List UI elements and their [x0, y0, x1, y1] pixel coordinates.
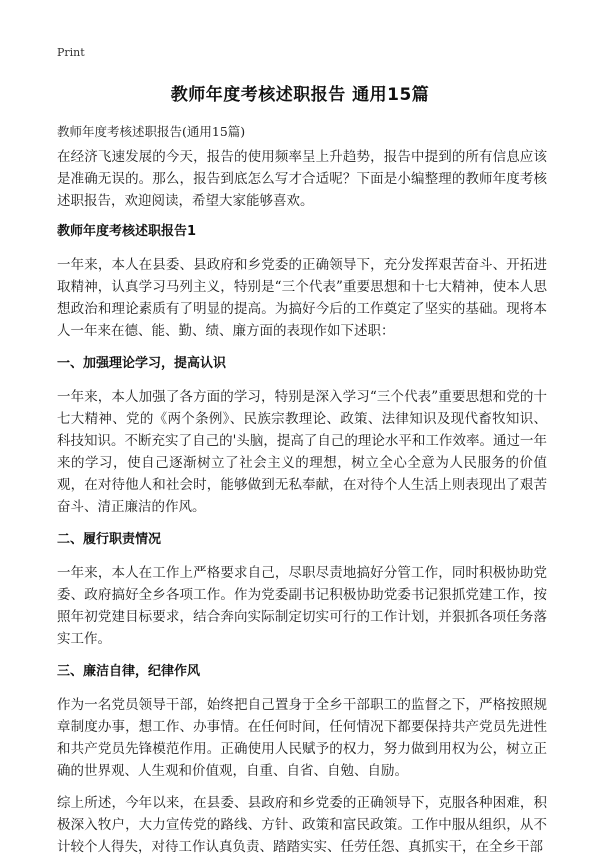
print-label: Print — [57, 46, 85, 59]
integrity-paragraph: 作为一名党员领导干部，始终把自己置身于全乡干部职工的监督之下，严格按照规章制度办事，想工作、办事情。在任何时间，任何情况下都要保持共产党员先进性和共产党员先锋模范作用。正确使用人民赋予的权力，努力做到用权为公，树立正确的世界观、人生观和价值观，自重、自省、自勉、自励。 — [57, 697, 547, 779]
page-subtitle: 教师年度考核述职报告(通用15篇) — [57, 124, 246, 139]
study-paragraph: 一年来，本人加强了各方面的学习，特别是深入学习“三个代表”重要思想和党的十七大精神、党的《两个条例》、民族宗教理论、政策、法律知识及现代畜牧知识、科技知识。不断充实了自己的'头脑，提高了自己的理论水平和工作效率。通过一年来的学习，使自己逐渐树立了社会主义的理想，树立全心全意为人民服务的价值观，在对待他人和社会时，能够做到无私奉献，在对待个人生活上则表现出了艰苦奋斗、清正廉洁的作风。 — [57, 389, 547, 515]
part-heading-duties: 二、履行职责情况 — [57, 532, 162, 547]
report-1-paragraph: 一年来，本人在县委、县政府和乡党委的正确领导下，充分发挥艰苦奋斗、开拓进取精神，认真学习马列主义，特别是“三个代表”重要思想和十七大精神，使本人思想政治和理论素质有了明显的提高。为搞好今后的工作奠定了坚实的基础。现将本人一年来在德、能、勤、绩、廉方面的表现作如下述职： — [57, 257, 547, 339]
document-body — [57, 146, 547, 868]
summary-paragraph: 综上所述，今年以来，在县委、县政府和乡党委的正确领导下，克服各种困难，积极深入牧户，大力宣传党的路线、方针、政策和富民政策。工作中服从组织，从不计较个人得失，对待工作认真负责、踏踏实实、任劳任怨、真抓实干，在全乡干部 — [57, 795, 547, 855]
part-heading-study: 一、加强理论学习，提高认识 — [57, 356, 227, 371]
part-heading-integrity: 三、廉洁自律，纪律作风 — [57, 664, 201, 679]
intro-paragraph: 在经济飞速发展的今天，报告的使用频率呈上升趋势，报告中提到的所有信息应该是准确无误的。那么，报告到底怎么写才合适呢？下面是小编整理的教师年度考核述职报告，欢迎阅读，希望大家能够喜欢。 — [57, 149, 547, 209]
page-title: 教师年度考核述职报告 通用15篇 — [170, 85, 430, 105]
duties-paragraph: 一年来，本人在工作上严格要求自己，尽职尽责地搞好分管工作，同时积极协助党委、政府搞好全乡各项工作。作为党委副书记积极协助党委书记狠抓党建工作，按照年初党建目标要求，结合奔向实际制定切实可行的工作计划，并狠抓各项任务落实工作。 — [57, 565, 547, 647]
section-heading-report-1: 教师年度考核述职报告1 — [57, 224, 197, 239]
